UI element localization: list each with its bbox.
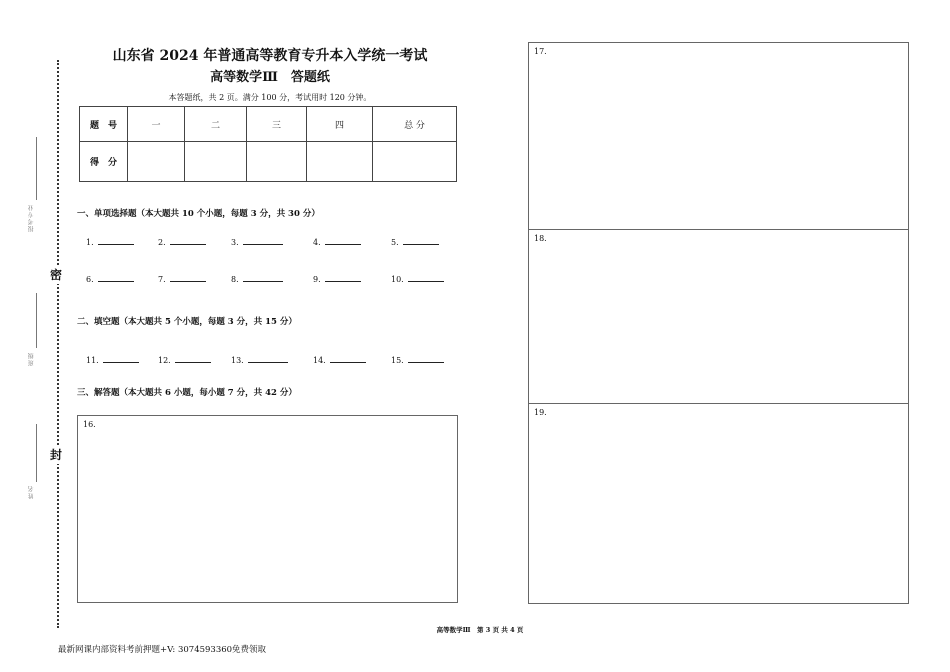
major-fill-line (36, 137, 37, 200)
score-cell[interactable] (185, 142, 247, 182)
blank-number: 5. (391, 238, 399, 247)
score-cell[interactable] (247, 142, 307, 182)
blank-line (170, 243, 206, 245)
answer-blank[interactable] (158, 238, 206, 247)
score-cell[interactable] (373, 142, 457, 182)
answer-blank[interactable] (391, 238, 439, 247)
score-table (79, 106, 457, 182)
blank-line (325, 243, 361, 245)
question-number: 16. (83, 420, 96, 429)
exam-note: 本答题纸，共 2 页。满分 100 分，考试用时 120 分钟。 (168, 93, 372, 102)
blank-number: 10. (391, 275, 404, 284)
blank-number: 1. (86, 238, 94, 247)
answer-box-19[interactable] (528, 403, 909, 604)
answer-blank[interactable] (231, 275, 283, 284)
answer-blank[interactable] (158, 275, 206, 284)
blank-number: 6. (86, 275, 94, 284)
question-number: 17. (534, 47, 547, 56)
blank-number: 3. (231, 238, 239, 247)
blank-number: 7. (158, 275, 166, 284)
blank-number: 11. (86, 356, 99, 365)
answer-blank[interactable] (313, 275, 361, 284)
section-1-title: 一、单项选择题（本大题共 10 个小题，每题 3 分，共 30 分） (77, 209, 320, 219)
answer-blank[interactable] (313, 238, 361, 247)
answer-blank[interactable] (231, 238, 283, 247)
blank-number: 12. (158, 356, 171, 365)
binding-dotted-line (57, 60, 59, 628)
answer-blank[interactable] (391, 356, 444, 365)
blank-line (325, 280, 361, 282)
answer-blank[interactable] (86, 238, 134, 247)
blank-line (408, 361, 444, 363)
blank-line (408, 280, 444, 282)
blank-line (248, 361, 288, 363)
answer-blank[interactable] (313, 356, 366, 365)
blank-number: 14. (313, 356, 326, 365)
exam-subtitle: 高等数学Ⅲ 答题纸 (210, 70, 330, 85)
label-name: 姓名 (28, 485, 35, 499)
answer-blank[interactable] (158, 356, 211, 365)
blank-line (103, 361, 139, 363)
blank-number: 4. (313, 238, 321, 247)
answer-box-16[interactable] (77, 415, 458, 603)
score-header-cell: 总 分 (373, 107, 457, 142)
answer-blank[interactable] (231, 356, 288, 365)
seal-char-feng: 封 (50, 448, 63, 462)
score-header-cell: 三 (247, 107, 307, 142)
blank-line (243, 280, 283, 282)
blank-line (330, 361, 366, 363)
question-number: 18. (534, 234, 547, 243)
blank-number: 15. (391, 356, 404, 365)
score-cell[interactable] (128, 142, 185, 182)
blank-line (98, 243, 134, 245)
answer-box-18[interactable] (528, 229, 909, 404)
score-header-cell: 二 (185, 107, 247, 142)
blank-line (98, 280, 134, 282)
label-major: 报考专业 (28, 204, 35, 232)
blank-line (243, 243, 283, 245)
blank-number: 2. (158, 238, 166, 247)
blank-line (403, 243, 439, 245)
blank-number: 9. (313, 275, 321, 284)
answer-blank[interactable] (391, 275, 444, 284)
answer-blank[interactable] (86, 275, 134, 284)
answer-blank[interactable] (86, 356, 139, 365)
answer-box-17[interactable] (528, 42, 909, 230)
class-fill-line (36, 293, 37, 348)
blank-line (170, 280, 206, 282)
score-table-header-row (80, 107, 457, 142)
page-footer: 高等数学Ⅲ 第 3 页 共 4 页 (436, 626, 524, 634)
promo-text: 最新网课内部资料考前押题+V: 3074593360免费领取 (58, 645, 267, 655)
score-header-cell: 题 号 (80, 107, 128, 142)
blank-line (175, 361, 211, 363)
exam-title: 山东省 2024 年普通高等教育专升本入学统一考试 (112, 48, 428, 64)
seal-char-mi: 密 (50, 268, 63, 282)
blank-number: 8. (231, 275, 239, 284)
score-table-score-row (80, 142, 457, 182)
section-2-title: 二、填空题（本大题共 5 个小题，每题 3 分，共 15 分） (77, 317, 297, 327)
score-header-cell: 一 (128, 107, 185, 142)
name-fill-line (36, 424, 37, 482)
blank-number: 13. (231, 356, 244, 365)
score-header-cell: 四 (307, 107, 373, 142)
score-row-label: 得 分 (80, 142, 128, 182)
question-number: 19. (534, 408, 547, 417)
score-cell[interactable] (307, 142, 373, 182)
section-3-title: 三、解答题（本大题共 6 小题，每小题 7 分，共 42 分） (77, 388, 297, 398)
label-class: 班级 (28, 352, 35, 366)
